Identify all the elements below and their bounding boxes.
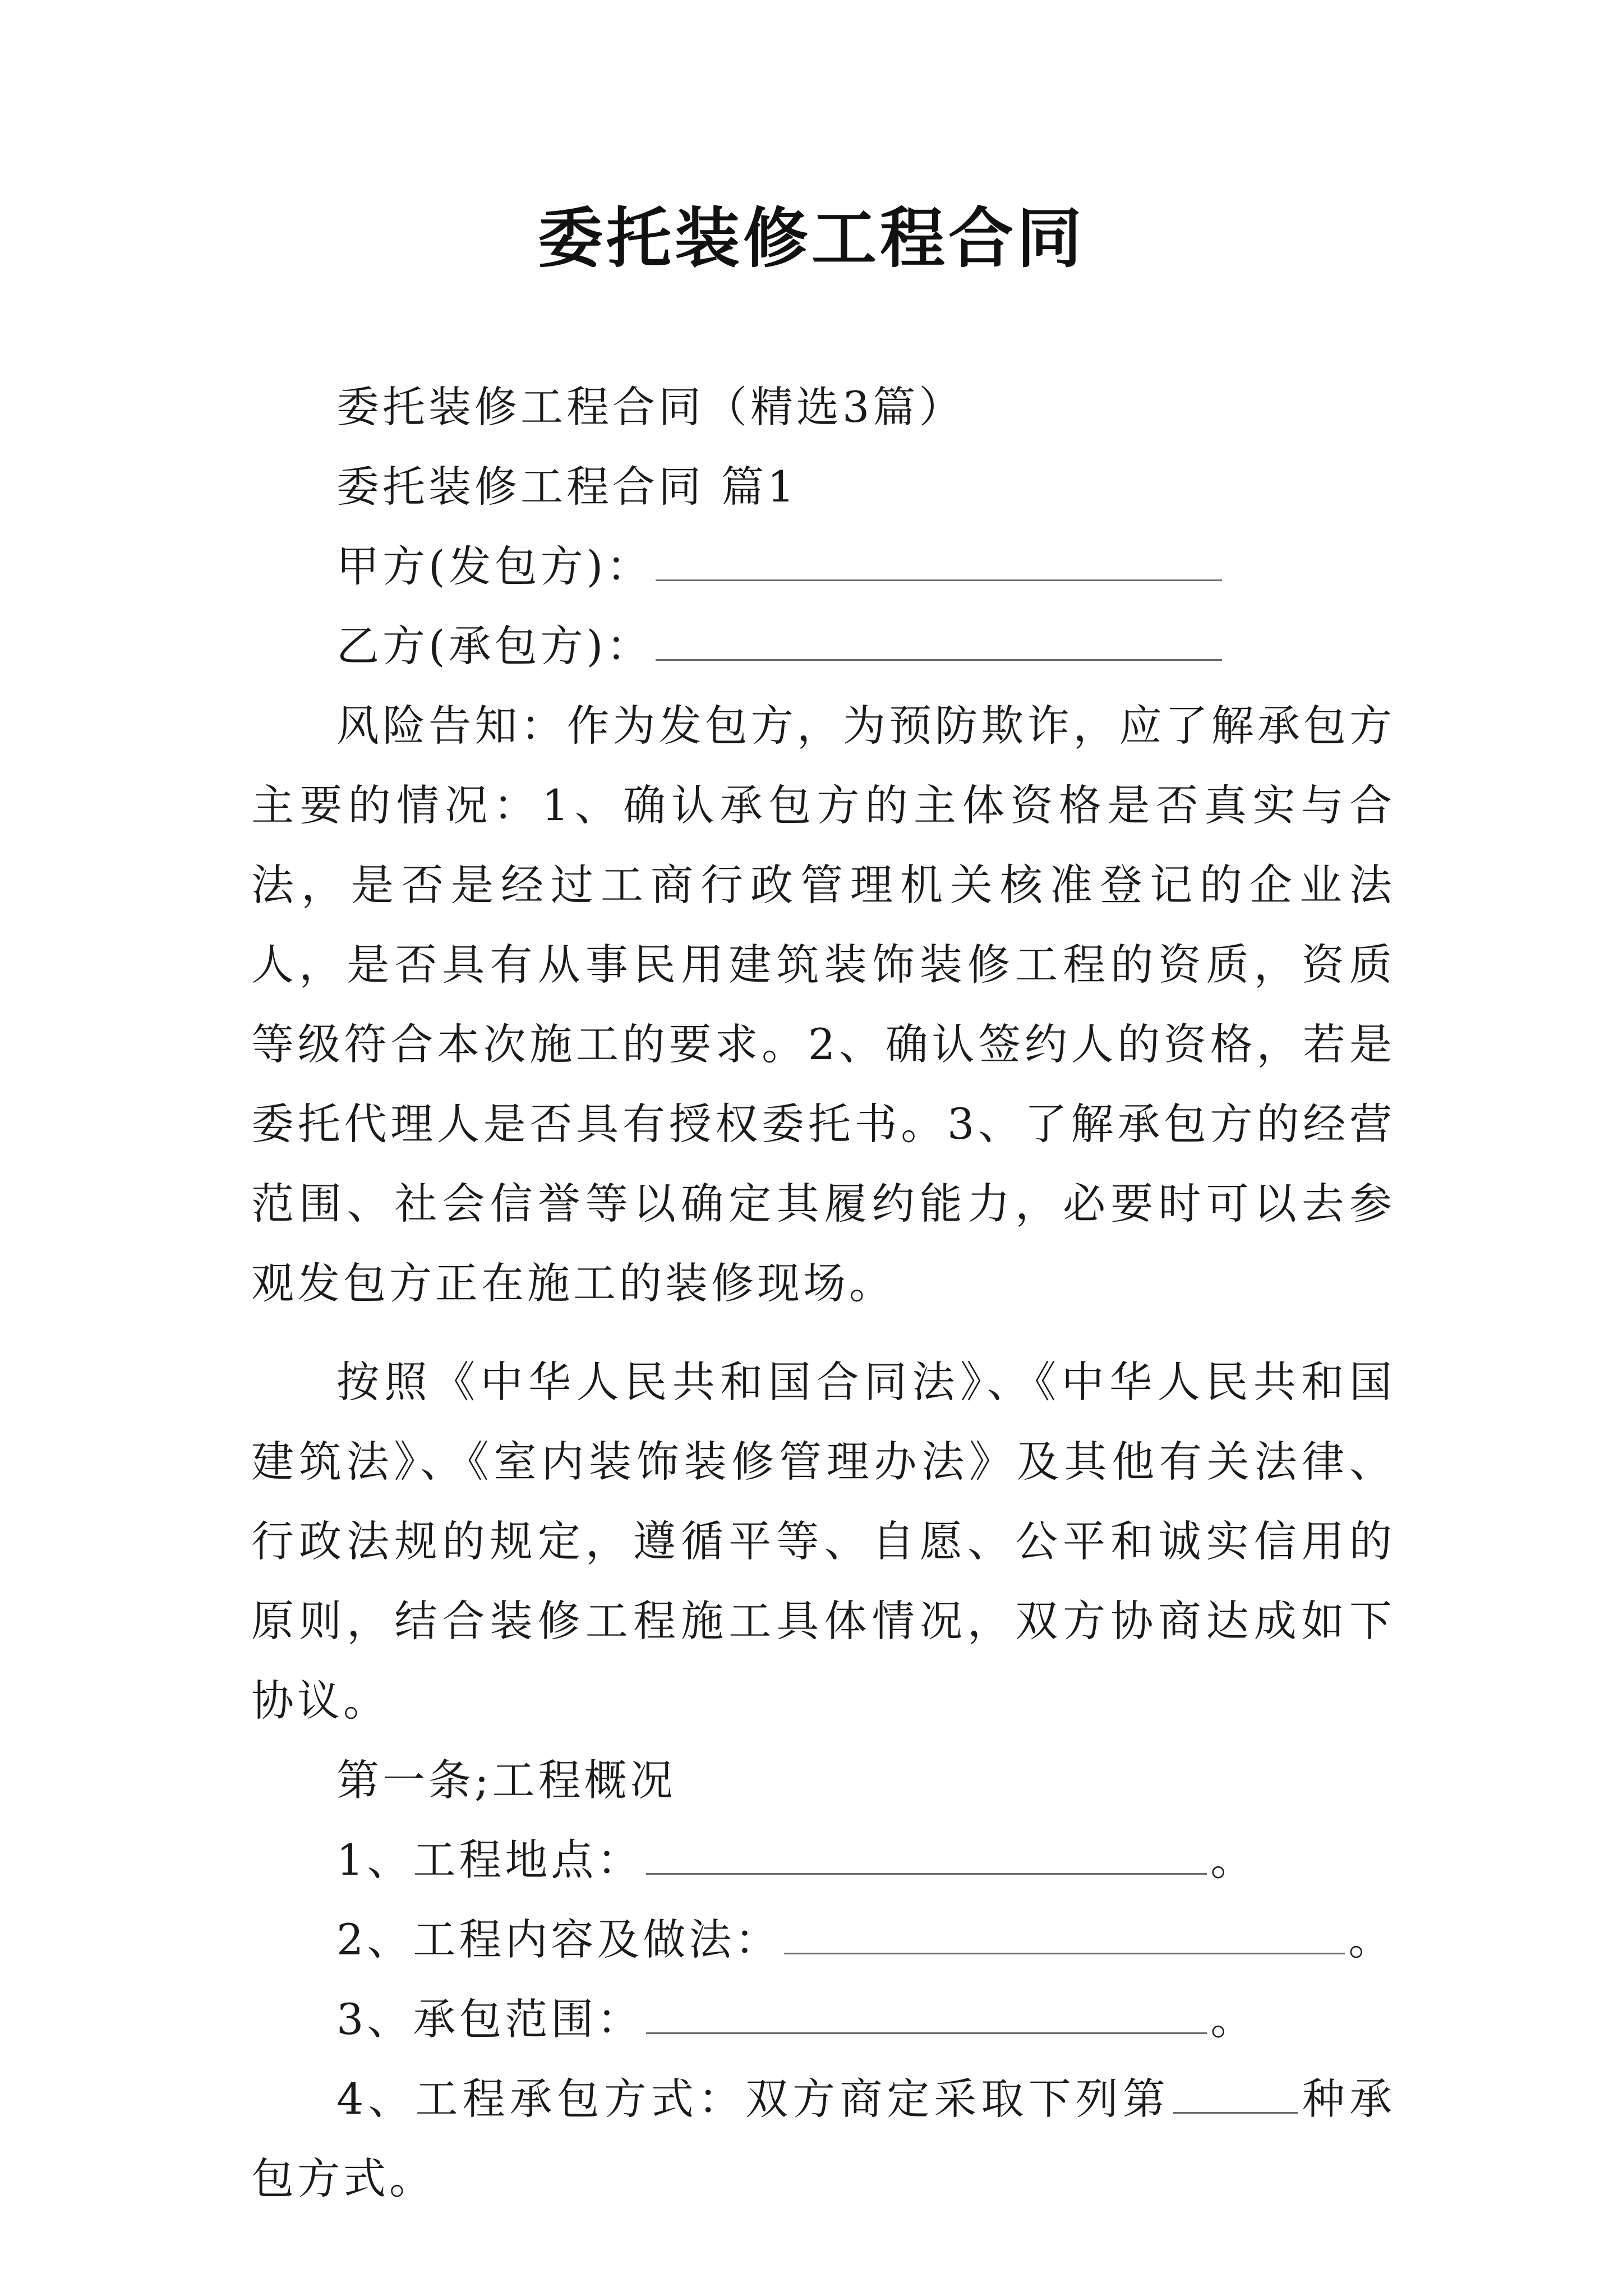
item-3-line <box>251 1980 1395 2059</box>
document-title: 委托装修工程合同 <box>538 200 1085 277</box>
article-1-heading <box>251 1741 1395 1820</box>
section-heading-text: 委托装修工程合同 篇1 <box>336 462 798 512</box>
party-a-blank <box>656 537 1222 581</box>
article-1-heading-text: 第一条;工程概况 <box>336 1755 676 1805</box>
subtitle-line <box>251 367 1395 447</box>
legal-basis-paragraph: 按照《中华人民共和国合同法》、《中华人民共和国建筑法》、《室内装饰装修管理办法》及其他有关法律、行政法规的规定，遵循平等、自愿、公平和诚实信用的原则，结合装修工程施工具体情况，双方协商达成如下协议。 <box>251 1357 1395 1726</box>
risk-notice-paragraph: 风险告知：作为发包方，为预防欺诈，应了解承包方主要的情况：1、确认承包方的主体资格是否真实与合法，是否是经过工商行政管理机关核准登记的企业法人，是否具有从事民用建筑装饰装修工程的资质，资质等级符合本次施工的要求。2、确认签约人的资格，若是委托代理人是否具有授权委托书。3、了解承包方的经营范围、社会信誉等以确定其履约能力，必要时可以去参观发包方正在施工的装修现场。 <box>251 701 1395 1308</box>
item-2-period: 。 <box>1348 1915 1395 1964</box>
item-2-blank <box>784 1910 1345 1954</box>
item-3-blank <box>646 1990 1207 2034</box>
item-1-line <box>251 1820 1395 1900</box>
item-1-label: 1、工程地点： <box>336 1835 643 1885</box>
party-a-line <box>251 527 1395 606</box>
item-4-prefix: 4、工程承包方式：双方商定采取下列第 <box>336 2074 1170 2124</box>
item-1-period: 。 <box>1210 1835 1257 1885</box>
party-b-line <box>251 606 1395 686</box>
party-b-blank <box>656 616 1222 661</box>
item-4-suffix: 种承包方式。 <box>251 2074 1396 2203</box>
item-1-blank <box>646 1830 1207 1875</box>
section-heading <box>251 447 1395 527</box>
party-a-label: 甲方(发包方)： <box>336 541 653 591</box>
item-3-label: 3、承包范围： <box>336 1994 643 2044</box>
subtitle-text: 委托装修工程合同（精选3篇） <box>336 382 965 432</box>
party-b-label: 乙方(承包方)： <box>336 621 653 671</box>
item-2-label: 2、工程内容及做法： <box>336 1915 781 1964</box>
document-body <box>251 367 1395 2219</box>
item-4-paragraph <box>251 2059 1395 2219</box>
item-2-line <box>251 1900 1395 1980</box>
item-4-blank <box>1173 2069 1298 2114</box>
item-3-period: 。 <box>1210 1994 1257 2044</box>
